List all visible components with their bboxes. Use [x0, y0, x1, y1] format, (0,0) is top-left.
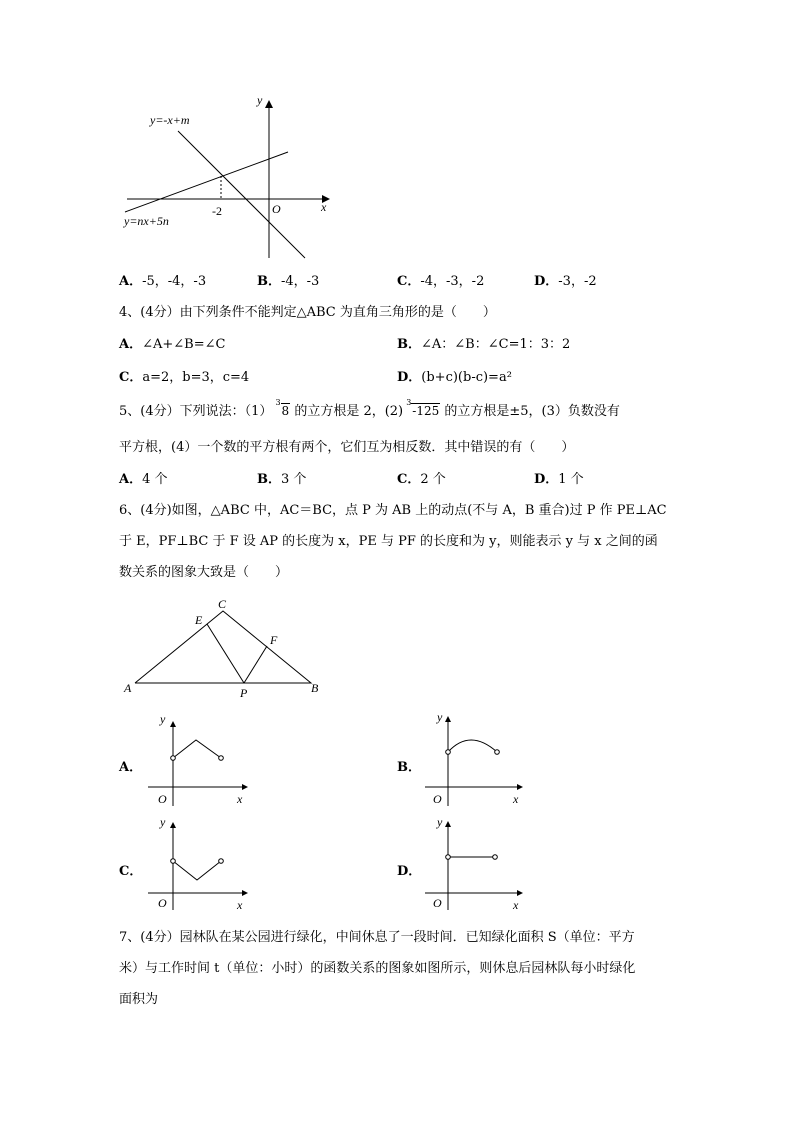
- q6-graph-d-x: x: [513, 898, 519, 912]
- q6-graph-a-curve: [173, 740, 221, 758]
- q6-graph-a-x: x: [237, 792, 243, 806]
- q5-part3: 的立方根是±5，(3）负数没有: [444, 404, 620, 419]
- q6-graph-a-y-arrow: [170, 721, 176, 727]
- q3-line1-label: y=-x+m: [150, 113, 190, 127]
- q4-stem: 4、(4分）由下列条件不能判定△ABC 为直角三角形的是（ ）: [119, 305, 496, 320]
- q5-root2-index: 3: [406, 398, 412, 407]
- q6-option-b[interactable]: B．: [397, 760, 421, 775]
- q5-part2: 的立方根是 2，(2): [294, 404, 404, 419]
- q5-option-d-text: 1 个: [558, 472, 584, 487]
- q4-option-d-letter: D．: [397, 370, 422, 385]
- q6-graph-c-y-arrow: [170, 822, 176, 828]
- q6-graph-d-start: [446, 855, 451, 860]
- q6-label-f: F: [270, 633, 278, 647]
- q5-option-a-letter: A．: [119, 472, 143, 487]
- q4-option-a-letter: A．: [119, 337, 143, 352]
- q6-graph-c-y: y: [160, 815, 166, 829]
- q6-graph-d-y: y: [437, 815, 443, 829]
- q3-y-label: y: [257, 93, 263, 107]
- q6-graph-d: [425, 815, 523, 912]
- q6-graph-a-x-arrow: [242, 784, 248, 790]
- q5-line2: 平方根，(4）一个数的平方根有两个，它们互为相反数．其中错误的有（ ）: [119, 440, 575, 455]
- q6-graph-d-x-arrow: [517, 890, 523, 896]
- q6-label-p: P: [240, 686, 248, 700]
- q3-option-d-letter: D．: [534, 274, 559, 289]
- q5-option-b-letter: B．: [257, 472, 281, 487]
- q6-graph-c-curve: [173, 861, 221, 880]
- q6-graph-b-x: x: [513, 792, 519, 806]
- q3-option-a-letter: A．: [119, 274, 143, 289]
- q6-line2: 于 E，PF⊥BC 于 F 设 AP 的长度为 x，PE 与 PF 的长度和为 y，则能表示 y 与 x 之间的函: [119, 534, 658, 549]
- q5-option-c-letter: C．: [397, 472, 421, 487]
- q6-option-c[interactable]: C．: [119, 864, 143, 879]
- q4-option-b-letter: B．: [397, 337, 421, 352]
- q6-label-c: C: [218, 597, 227, 611]
- q6-label-b: B: [311, 681, 319, 695]
- q7-line3: 面积为: [119, 992, 159, 1007]
- q5-root2-radicand: -125: [412, 404, 440, 418]
- q5-option-d-letter: D．: [534, 472, 559, 487]
- q6-graph-c-start: [171, 859, 176, 864]
- q4-option-c-text: a=2，b=3，c=4: [142, 370, 250, 385]
- q6-graph-a-end: [219, 756, 224, 761]
- q6-graph-b-end: [495, 750, 500, 755]
- q3-option-b-text: -4，-3: [281, 274, 320, 289]
- q5-option-b-text: 3 个: [281, 472, 307, 487]
- q6-graph-c-x: x: [237, 898, 243, 912]
- q6-option-d[interactable]: D．: [397, 864, 422, 879]
- q3-line2-label: y=nx+5n: [124, 214, 169, 228]
- q6-line1: 6、(4分)如图，△ABC 中，AC＝BC，点 P 为 AB 上的动点(不与 A，B 重合)过 P 作 PE⊥AC: [119, 503, 667, 518]
- q6-option-a[interactable]: A．: [119, 760, 143, 775]
- q6-graph-b-start: [446, 750, 451, 755]
- q6-graph-c-o: O: [158, 896, 167, 910]
- q6-graph-a-start: [171, 756, 176, 761]
- q6-line3: 数关系的图象大致是（ ）: [119, 565, 289, 580]
- q6-graph-a-o: O: [158, 792, 167, 806]
- q6-graph-a: [148, 712, 248, 806]
- q3-option-b-letter: B．: [257, 274, 281, 289]
- q6-graph-b: [425, 710, 523, 806]
- q3-x-label: x: [321, 200, 327, 214]
- q3-option-d-text: -3，-2: [558, 274, 597, 289]
- q6-graph-b-x-arrow: [517, 784, 523, 790]
- q3-origin: O: [272, 202, 281, 216]
- q6-graph-c: [148, 815, 248, 912]
- q6-graph-c-x-arrow: [242, 890, 248, 896]
- q3-option-a-text: -5，-4，-3: [142, 274, 207, 289]
- q6-graph-b-curve: [448, 740, 497, 752]
- q6-graph-c-end: [219, 859, 224, 864]
- q6-label-a: A: [124, 681, 132, 695]
- q6-graph-b-y-arrow: [445, 716, 451, 722]
- q6-graph-d-end: [493, 855, 498, 860]
- q6-graph-d-o: O: [433, 896, 442, 910]
- q5-part1: 5、(4分）下列说法：（1）: [119, 404, 273, 419]
- q5-option-c-text: 2 个: [420, 472, 446, 487]
- q5-option-a-text: 4 个: [142, 472, 168, 487]
- q6-graph-a-y: y: [160, 712, 166, 726]
- q4-option-b-text: ∠A：∠B：∠C=1：3：2: [421, 337, 571, 352]
- q4-option-a-text: ∠A+∠B=∠C: [142, 337, 226, 352]
- q4-option-d-text: (b+c)(b-c)=a²: [421, 370, 512, 385]
- q6-graph-b-y: y: [437, 710, 443, 724]
- q6-graph-d-y-arrow: [445, 821, 451, 827]
- q6-label-e: E: [195, 613, 203, 627]
- q6-graph-b-o: O: [433, 792, 442, 806]
- q5-root1-radicand: 8: [281, 404, 290, 418]
- q3-tick: -2: [212, 204, 222, 218]
- q3-option-c-letter: C．: [397, 274, 421, 289]
- q4-option-c-letter: C．: [119, 370, 143, 385]
- q7-line1: 7、(4分）园林队在某公园进行绿化，中间休息了一段时间．已知绿化面积 S（单位：平方: [119, 930, 635, 945]
- q5-root1-index: 3: [275, 398, 281, 407]
- q3-option-c-text: -4，-3，-2: [420, 274, 485, 289]
- q7-line2: 米）与工作时间 t（单位：小时）的函数关系的图象如图所示，则休息后园林队每小时绿化: [119, 961, 636, 976]
